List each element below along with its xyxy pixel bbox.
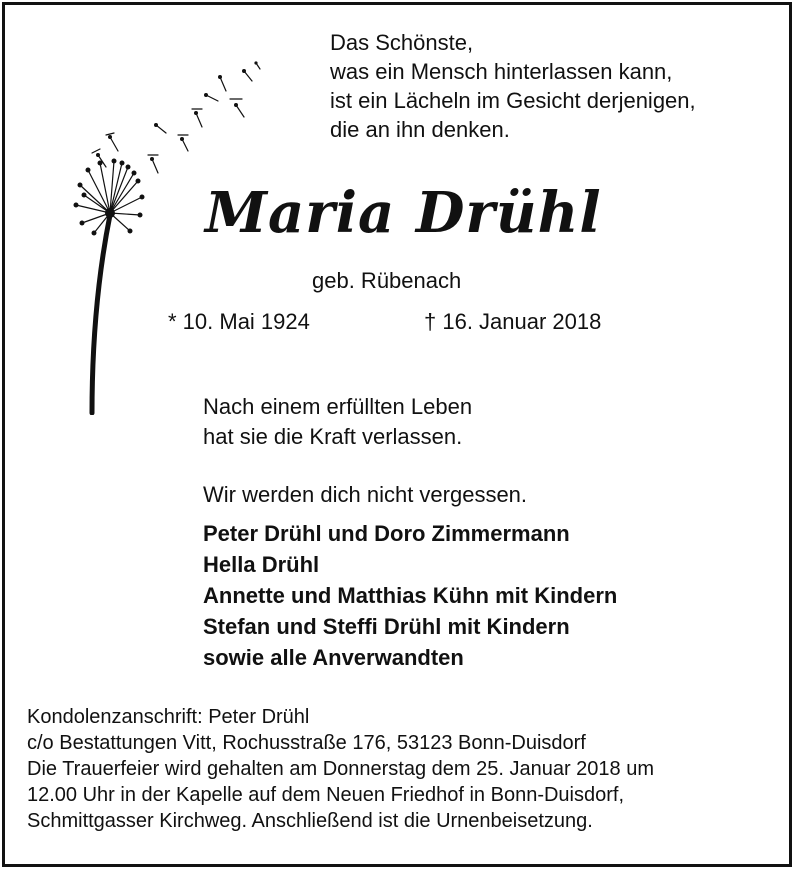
death-date: † 16. Januar 2018 (424, 309, 602, 334)
poem (330, 28, 696, 144)
message (203, 392, 472, 452)
family-member: sowie alle Anverwandten (203, 645, 464, 670)
birth-date: * 10. Mai 1924 (168, 309, 310, 334)
poem-line: was ein Mensch hinterlassen kann, (330, 59, 673, 84)
family-member: Peter Drühl und Doro Zimmermann (203, 521, 570, 546)
message-line: hat sie die Kraft verlassen. (203, 424, 463, 449)
poem-line: die an ihn denken. (330, 117, 510, 142)
footer-line: Kondolenzanschrift: Peter Drühl (27, 706, 310, 728)
footer-line: 12.00 Uhr in der Kapelle auf dem Neuen Friedhof in Bonn-Duisdorf, (27, 784, 625, 806)
farewell-line: Wir werden dich nicht vergessen. (203, 482, 528, 507)
family-member: Annette und Matthias Kühn mit Kindern (203, 583, 618, 608)
poem-line: Das Schönste, (330, 30, 474, 55)
family-list (203, 518, 617, 673)
footer-line: c/o Bestattungen Vitt, Rochusstraße 176, 53123 Bonn-Duisdorf (27, 732, 586, 754)
footer-info (27, 704, 654, 834)
family-member: Hella Drühl (203, 552, 320, 577)
deceased-name: Maria Drühl (205, 180, 602, 246)
born-name: geb. Rübenach (312, 268, 462, 293)
message-line: Nach einem erfüllten Leben (203, 394, 473, 419)
footer-line: Die Trauerfeier wird gehalten am Donnerstag dem 25. Januar 2018 um (27, 758, 655, 780)
farewell (203, 480, 527, 510)
footer-line: Schmittgasser Kirchweg. Anschließend ist die Urnenbeisetzung. (27, 810, 593, 832)
family-member: Stefan und Steffi Drühl mit Kindern (203, 614, 570, 639)
poem-line: ist ein Lächeln im Gesicht derjenigen, (330, 88, 696, 113)
